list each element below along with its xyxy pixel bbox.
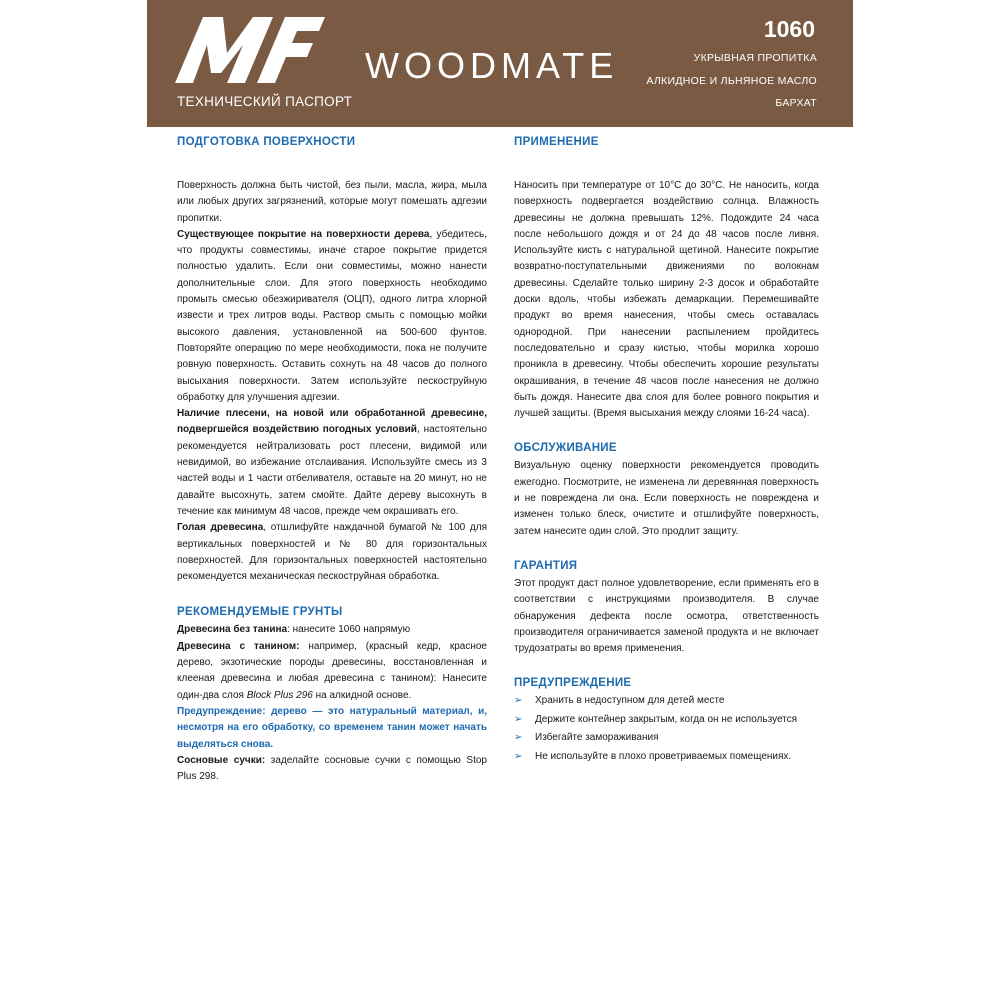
application-text: Наносить при температуре от 10°C до 30°C. Не наносить, когда поверхность подвергается воздействию солнца. Влажность древесины не должна превышать 12%. Подождите 24 часа после небольшого дождя и от 24 до 48 часов после ливня. Используйте кисть с натуральной щетиной. Нанесите покрытие возвратно-поступательными движениями по волокнам древесины. Сделайте только ширину 2-3 досок и обработайте доски вдоль, чтобы избежать демаркации. Перемешивайте продукт во время нанесения, чтобы смесь оставалась однородной. При нанесении распылением пройдитесь последовательно и сразу кистью, чтобы морилка хорошо проникла в древесину. Чтобы обеспечить хорошие результаты окрашивания, в течение 48 часов после нанесения не должно быть дождя. Нанесите два слоя для более ровного покрытия и лучшей защиты. (Время высыхания между слоями 16-24 часа). xyxy=(514,180,819,420)
knots-label: Сосновые сучки: xyxy=(177,754,266,766)
mold-paragraph xyxy=(177,406,487,520)
header-banner xyxy=(147,0,853,127)
primers-title: РЕКОМЕНДУЕМЫЕ ГРУНТЫ xyxy=(177,606,343,619)
left-column xyxy=(177,136,487,785)
warnings-title: ПРЕДУПРЕЖДЕНИЕ xyxy=(514,677,632,690)
knots-paragraph xyxy=(177,753,487,786)
existing-coating-label: Существующее покрытие на поверхности дерева xyxy=(177,228,430,240)
tannin-product: Block Plus 296 xyxy=(246,689,313,701)
warning-item: ➢ Избегайте замораживания xyxy=(514,729,819,748)
surface-intro: Поверхность должна быть чистой, без пыли, масла, жира, мыла или любых других загрязнений, которые могут помешать адгезии пропитки. xyxy=(177,180,487,224)
warning-item: ➢ Не используйте в плохо проветриваемых помещениях. xyxy=(514,748,819,767)
bare-wood-paragraph xyxy=(177,520,487,585)
warning-item: ➢ Держите контейнер закрытым, когда он не используется xyxy=(514,711,819,730)
product-code: 1060 xyxy=(763,16,815,42)
warning-item: ➢ Хранить в недоступном для детей месте xyxy=(514,692,819,711)
surface-prep-title: ПОДГОТОВКА ПОВЕРХНОСТИ xyxy=(177,136,356,148)
existing-coating-paragraph xyxy=(177,227,487,406)
application-title: ПРИМЕНЕНИЕ xyxy=(514,136,599,148)
no-tannin-label: Древесина без танина xyxy=(177,624,288,636)
tannin-end: на алкидной основе. xyxy=(312,689,412,701)
product-line-2: АЛКИДНОЕ И ЛЬНЯНОЕ МАСЛО xyxy=(646,75,817,87)
product-line-1: УКРЫВНАЯ ПРОПИТКА xyxy=(693,52,817,64)
brand-name: WOODMATE xyxy=(365,45,619,86)
existing-coating-text: , убедитесь, что продукты совместимы, иначе старое покрытие придется полностью удалить. Если они совместимы, можно нанести дополнительные слои. Для этого поверхность необходимо промыть смесью обезжиривателя (ОЦП), одного литра хлорной извести и трех литров воды. Раствор смыть с помощью мойки высокого давления, установленной на 500-600 фунтов. Повторяйте операцию по мере необходимости, пока не получите ровную поверхность. Оставить сохнуть на 48 часов до полного высыхания поверхности. Затем используйте пескоструйную обработку для улучшения адгезии. xyxy=(177,228,487,403)
datasheet-page xyxy=(147,0,853,1000)
warranty-title: ГАРАНТИЯ xyxy=(514,559,578,572)
no-tannin-paragraph xyxy=(177,622,487,638)
mold-label: Наличие плесени, на новой или обработанной древесине, подвергшейся воздействию погодных условий xyxy=(177,408,487,436)
arrow-bullet-icon: ➢ xyxy=(514,732,523,744)
maintenance-text: Визуальную оценку поверхности рекомендуется проводить ежегодно. Посмотрите, не изменена ли деревянная поверхность и не повреждена ли она. Если поверхность не повреждена и изменен только блеск, очистите и отшлифуйте поверхность, затем нанесите один слой. Это продлит защиту. xyxy=(514,460,819,537)
arrow-bullet-icon: ➢ xyxy=(514,750,523,762)
mold-text: , настоятельно рекомендуется нейтрализовать рост плесени, видимой или невидимой, во избежание отслаивания. Используйте смесь из 3 частей воды и 1 части отбеливателя, оставьте на 20 минут, но не давайте высохнуть, затем смойте. Дайте дереву высохнуть в течение как минимум 48 часов, прежде чем окрашивать его. xyxy=(177,424,487,517)
right-column xyxy=(514,136,819,766)
bare-wood-text: , отшлифуйте наждачной бумагой № 100 для вертикальных поверхностей и № 80 для горизонтальных поверхностей. Для горизонтальных поверхностей настоятельно рекомендуется механическая пескоструйная обработка. xyxy=(177,522,487,583)
tannin-label: Древесина с танином: xyxy=(177,640,300,652)
maintenance-title: ОБСЛУЖИВАНИЕ xyxy=(514,442,617,455)
warnings-list xyxy=(514,692,819,766)
mf-logo xyxy=(175,15,325,87)
product-line-3: БАРХАТ xyxy=(775,97,817,109)
no-tannin-text: : нанесите 1060 напрямую xyxy=(287,624,411,636)
bare-wood-label: Голая древесина xyxy=(177,522,264,534)
tannin-paragraph xyxy=(177,639,487,704)
tannin-warning: Предупреждение: дерево — это натуральный материал, и, несмотря на его обработку, со временем танин может начать выделяться снова. xyxy=(177,705,487,750)
tannin-text: например, (красный кедр, красное дерево, экзотические породы древесины, восстановленная и клееная древесина и любая древесина с танином): Нанесите один-два слоя xyxy=(177,640,487,701)
logo-caption: ТЕХНИЧЕСКИЙ ПАСПОРТ xyxy=(177,94,353,109)
knots-text: заделайте сосновые сучки с помощью Stop Plus 298. xyxy=(177,754,487,783)
arrow-bullet-icon: ➢ xyxy=(514,713,523,725)
arrow-bullet-icon: ➢ xyxy=(514,695,523,707)
warranty-text: Этот продукт даст полное удовлетворение, если применять его в соответствии с инструкциями производителя. В случае обнаружения дефекта после осмотра, ответственность производителя ограничивается заменой продукта и не включает трудозатраты во время применения. xyxy=(514,577,819,655)
